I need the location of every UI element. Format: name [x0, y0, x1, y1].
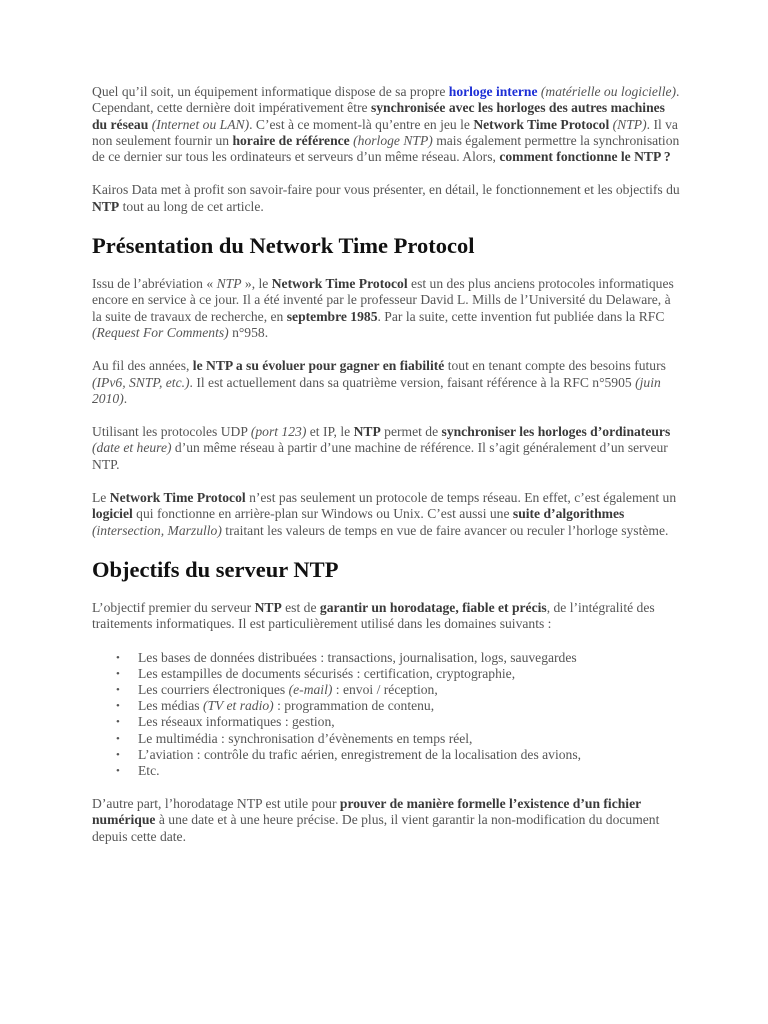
text: Les médias — [138, 698, 203, 714]
text: (matérielle ou logicielle) — [540, 84, 677, 99]
text: permet de — [380, 424, 442, 440]
text: . C’est à ce moment-là qu’entre en jeu le — [249, 116, 474, 132]
list-item: • Les estampilles de documents sécurisés : certification, cryptographie, — [138, 666, 682, 682]
text: (Request For Comments) — [92, 324, 229, 340]
text: Les courriers électroniques — [138, 681, 289, 697]
text: . Par la suite, cette invention fut publiée dans la RFC — [377, 308, 665, 324]
text: NTP — [254, 599, 282, 615]
text: (IPv6, SNTP, etc.) — [92, 374, 190, 390]
list-item: • Les réseaux informatiques : gestion, — [138, 714, 682, 730]
text: horaire de référence — [232, 132, 350, 148]
text: d’un même réseau à partir d’une machine de référence. Il s’agit généralement d’un serveur NTP. — [92, 440, 668, 472]
text: Au fil des années, — [92, 358, 193, 374]
article — [92, 84, 682, 845]
list-item: • Le multimédia : synchronisation d’évènements en temps réel, — [138, 731, 682, 747]
text: (horloge NTP) — [353, 132, 433, 148]
horloge-interne-link[interactable]: horloge interne — [448, 84, 538, 99]
text: n°958. — [228, 324, 269, 340]
text: (TV et radio) — [202, 698, 274, 714]
text: (NTP) — [612, 116, 647, 132]
intro-paragraph-1 — [92, 84, 682, 165]
list-item: • L’aviation : contrôle du trafic aérien, enregistrement de la localisation des avions, — [138, 747, 682, 763]
text: D’autre part, l’horodatage NTP est utile pour — [92, 796, 340, 812]
text: Le — [92, 490, 110, 506]
text: NTP — [92, 198, 120, 214]
text: synchroniser les horloges d’ordinateurs — [441, 424, 671, 440]
text: tout au long de cet article. — [119, 198, 264, 214]
text: logiciel — [92, 506, 133, 522]
text: : programmation de contenu, — [273, 698, 435, 714]
text: synchronisée avec les horloges des autres machines du réseau — [92, 100, 665, 132]
text: Network Time Protocol — [271, 276, 408, 292]
text: . — [123, 390, 128, 406]
text: est de — [281, 599, 320, 615]
text: Utilisant les protocoles UDP — [92, 424, 251, 440]
text: (port 123) — [250, 424, 307, 440]
list-item — [138, 682, 682, 698]
text: (intersection, Marzullo) — [92, 522, 222, 538]
text: . Il est actuellement dans sa quatrième version, faisant référence à la RFC n°5905 — [189, 374, 636, 390]
list-item — [138, 698, 682, 714]
text: le NTP a su évoluer pour gagner en fiabilité — [192, 358, 445, 374]
text: Network Time Protocol — [473, 116, 610, 132]
text: , de l’intégralité des traitements informatiques. Il est particulièrement utilisé dans les domaines suivants : — [92, 599, 655, 632]
text: Network Time Protocol — [109, 490, 246, 506]
section-heading-objectifs: Objectifs du serveur NTP — [92, 556, 339, 582]
text: . Il va non seulement fournir un — [92, 116, 678, 148]
text: qui fonctionne en arrière-plan sur Windows ou Unix. C’est aussi une — [132, 506, 513, 522]
text: (Internet ou LAN) — [151, 116, 250, 132]
text: NTP — [353, 424, 381, 440]
text: (date et heure) — [92, 440, 172, 456]
text: Kairos Data met à profit son savoir-faire pour vous présenter, en détail, le fonctionnement et les objectifs du — [92, 182, 680, 198]
presentation-paragraph-2 — [92, 358, 682, 407]
list-item: • Etc. — [138, 763, 682, 779]
text: garantir un horodatage, fiable et précis — [319, 599, 547, 615]
presentation-paragraph-3 — [92, 424, 682, 473]
text: est un des plus anciens protocoles informatiques encore en service à ce jour. Il a été inventé par le professeur David L. Mills de l’Université du Delaware, à la suite de travaux de recherche, en — [92, 276, 674, 324]
text: », le — [241, 276, 272, 292]
intro-paragraph-2 — [92, 182, 682, 215]
text: traitant les valeurs de temps en vue de faire avancer ou reculer l’horloge système. — [221, 522, 669, 538]
text: : envoi / réception, — [332, 681, 438, 697]
text: Issu de l’abréviation « — [92, 276, 217, 292]
objectifs-paragraph-1 — [92, 600, 682, 633]
objectifs-paragraph-2 — [92, 796, 682, 845]
text: tout en tenant compte des besoins futurs — [444, 358, 666, 374]
presentation-paragraph-1 — [92, 276, 682, 341]
presentation-paragraph-4 — [92, 490, 682, 539]
section-heading-presentation: Présentation du Network Time Protocol — [92, 233, 475, 259]
text: prouver de manière formelle l’existence d’un fichier numérique — [92, 796, 641, 828]
text: . Cependant, cette dernière doit impérativement être — [92, 84, 680, 116]
domains-list — [92, 650, 682, 780]
text: septembre 1985 — [286, 308, 378, 324]
text: Quel qu’il soit, un équipement informatique dispose de sa propre — [92, 84, 449, 99]
text: à une date et à une heure précise. De plus, il vient garantir la non-modification du document depuis cette date. — [92, 812, 660, 844]
list-item: • Les bases de données distribuées : transactions, journalisation, logs, sauvegardes — [138, 650, 682, 666]
text: et IP, le — [306, 424, 354, 440]
text: L’objectif premier du serveur — [92, 599, 255, 615]
text: (juin 2010) — [92, 374, 661, 406]
text: suite d’algorithmes — [512, 506, 625, 522]
text: (e-mail) — [288, 681, 333, 697]
text: comment fonctionne le NTP ? — [499, 149, 671, 165]
text: n’est pas seulement un protocole de temps réseau. En effet, c’est également un — [245, 490, 677, 506]
text: NTP — [216, 276, 242, 292]
text: mais également permettre la synchronisation de ce dernier sur tous les ordinateurs et serveurs d’un même réseau. Alors, — [92, 132, 680, 165]
